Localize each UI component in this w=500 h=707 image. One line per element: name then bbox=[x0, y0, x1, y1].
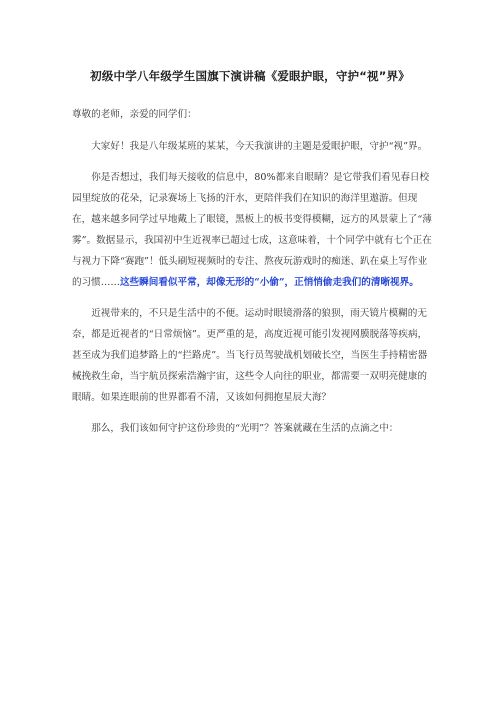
paragraph-consequences: 近视带来的，不只是生活中的不便。运动时眼镜滑落的狼狈，雨天镜片模糊的无奈，都是近视者的“日常烦恼”。更严重的是，高度近视可能引发视网膜脱落等疾病，甚至成为我们追梦路上的“拦路虎”。当飞行员驾驶战机划破长空，当医生手持精密器械挽救生命，当宇航员探索浩瀚宇宙，这些令人向往的职业，都需要一双明亮健康的眼睛。如果连眼前的世界都看不清，又该如何拥抱星辰大海？ bbox=[72, 308, 428, 403]
salutation: 尊敬的老师，亲爱的同学们： bbox=[72, 109, 197, 120]
paragraph-greeting: 大家好！我是八年级某班的某某，今天我演讲的主题是爱眼护眼，守护“视”界。 bbox=[91, 141, 428, 152]
paragraph-statistics bbox=[72, 167, 432, 293]
page-title: 初级中学八年级学生国旗下演讲稿《爱眼护眼，守护“视”界》 bbox=[90, 69, 410, 83]
highlight-text: 这些瞬间看似平常，却像无形的“小偷”，正悄悄偷走我们的清晰视界。 bbox=[119, 277, 419, 288]
paragraph-question: 那么，我们该如何守护这份珍贵的“光明”？答案就藏在生活的点滴之中： bbox=[91, 423, 399, 434]
document-body bbox=[72, 104, 432, 449]
paragraph-statistics-text: 你是否想过，我们每天接收的信息中，80%都来自眼睛？是它带我们看见春日校园里绽放的花朵，记录赛场上飞扬的汗水，更陪伴我们在知识的海洋里遨游。但现在，越来越多同学过早地戴上了眼镜，黑板上的板书变得模糊，远方的风景蒙上了“薄雾”。数据显示，我国初中生近视率已超过七成，这意味着，十个同学中就有七个正在与视力下降“赛跑”！低头刷短视频时的专注、熬夜玩游戏时的痴迷、趴在桌上写作业的习惯…… bbox=[72, 172, 432, 288]
